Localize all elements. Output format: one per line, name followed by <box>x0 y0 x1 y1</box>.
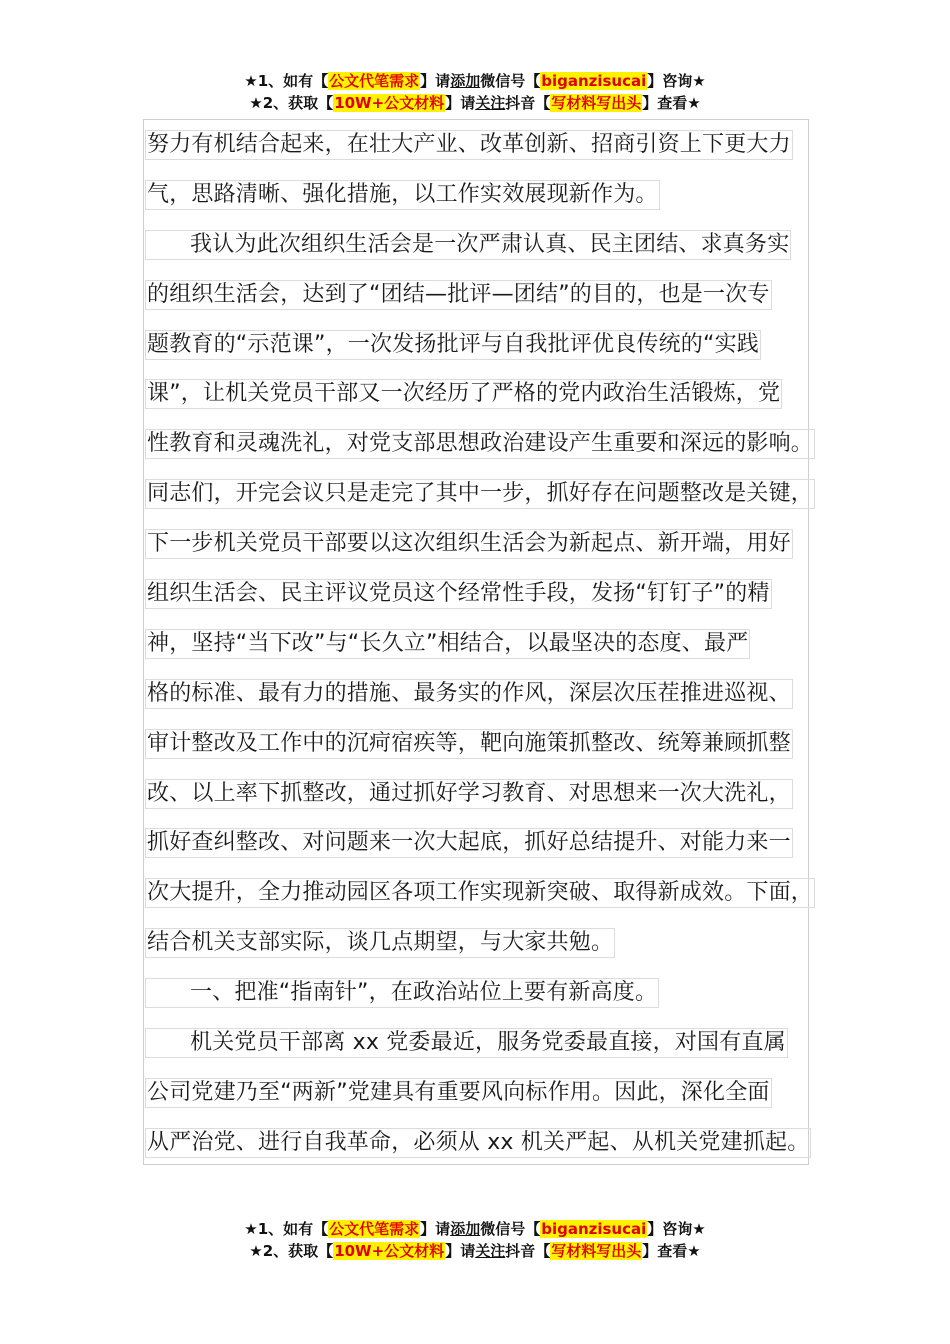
text-line: 的组织生活会，达到了“团结—批评—团结”的目的，也是一次专 <box>145 270 817 320</box>
text-line: 次大提升，全力推动园区各项工作实现新突破、取得新成效。下面， <box>145 868 817 918</box>
text-line: 下一步机关党员干部要以这次组织生活会为新起点、新开端，用好 <box>145 519 817 569</box>
text-line: 改、以上率下抓整改，通过抓好学习教育、对思想来一次大洗礼， <box>145 769 817 819</box>
banner-highlight: 公文代笔需求 <box>329 72 420 90</box>
text-line: 格的标准、最有力的措施、最务实的作风，深层次压茬推进巡视、 <box>145 669 817 719</box>
banner-douyin-name: 写材料写出头 <box>551 1242 642 1260</box>
text-line: 同志们，开完会议只是走完了其中一步，抓好存在问题整改是关键， <box>145 469 817 519</box>
banner-line-1: ★1、如有【公文代笔需求】请添加微信号【biganzisucai】咨询★ <box>244 72 706 90</box>
text-line: 从严治党、进行自我革命，必须从 xx 机关严起、从机关党建抓起。 <box>145 1118 817 1168</box>
text-line: 公司党建乃至“两新”党建具有重要风向标作用。因此，深化全面 <box>145 1068 817 1118</box>
text-line: 课”，让机关党员干部又一次经历了严格的党内政治生活锻炼，党 <box>145 369 817 419</box>
section-heading: 一、把准“指南针”，在政治站位上要有新高度。 <box>145 968 817 1018</box>
banner-wechat-id: biganzisucai <box>541 1220 647 1238</box>
text-line: 性教育和灵魂洗礼，对党支部思想政治建设产生重要和深远的影响。 <box>145 419 817 469</box>
text-line: 审计整改及工作中的沉疴宿疾等，靶向施策抓整改、统筹兼顾抓整 <box>145 719 817 769</box>
text-line: 结合机关支部实际，谈几点期望，与大家共勉。 <box>145 918 817 968</box>
banner-highlight: 10W+公文材料 <box>334 94 445 112</box>
footer-banner <box>0 1218 950 1262</box>
text-line: 题教育的“示范课”，一次发扬批评与自我批评优良传统的“实践 <box>145 320 817 370</box>
header-banner <box>0 70 950 114</box>
banner-line-2: ★2、获取【10W+公文材料】请关注抖音【写材料写出头】查看★ <box>249 1242 701 1260</box>
banner-wechat-id: biganzisucai <box>541 72 647 90</box>
text-line: 气，思路清晰、强化措施，以工作实效展现新作为。 <box>145 170 817 220</box>
text-line: 神，坚持“当下改”与“长久立”相结合，以最坚决的态度、最严 <box>145 619 817 669</box>
banner-highlight: 10W+公文材料 <box>334 1242 445 1260</box>
document-body <box>145 120 817 1168</box>
text-line: 机关党员干部离 xx 党委最近，服务党委最直接，对国有直属 <box>145 1018 817 1068</box>
banner-line-2: ★2、获取【10W+公文材料】请关注抖音【写材料写出头】查看★ <box>249 94 701 112</box>
banner-line-1: ★1、如有【公文代笔需求】请添加微信号【biganzisucai】咨询★ <box>244 1220 706 1238</box>
text-line: 努力有机结合起来，在壮大产业、改革创新、招商引资上下更大力 <box>145 120 817 170</box>
text-line: 组织生活会、民主评议党员这个经常性手段，发扬“钉钉子”的精 <box>145 569 817 619</box>
text-line: 我认为此次组织生活会是一次严肃认真、民主团结、求真务实 <box>145 220 817 270</box>
text-line: 抓好查纠整改、对问题来一次大起底，抓好总结提升、对能力来一 <box>145 818 817 868</box>
banner-highlight: 公文代笔需求 <box>329 1220 420 1238</box>
banner-douyin-name: 写材料写出头 <box>551 94 642 112</box>
